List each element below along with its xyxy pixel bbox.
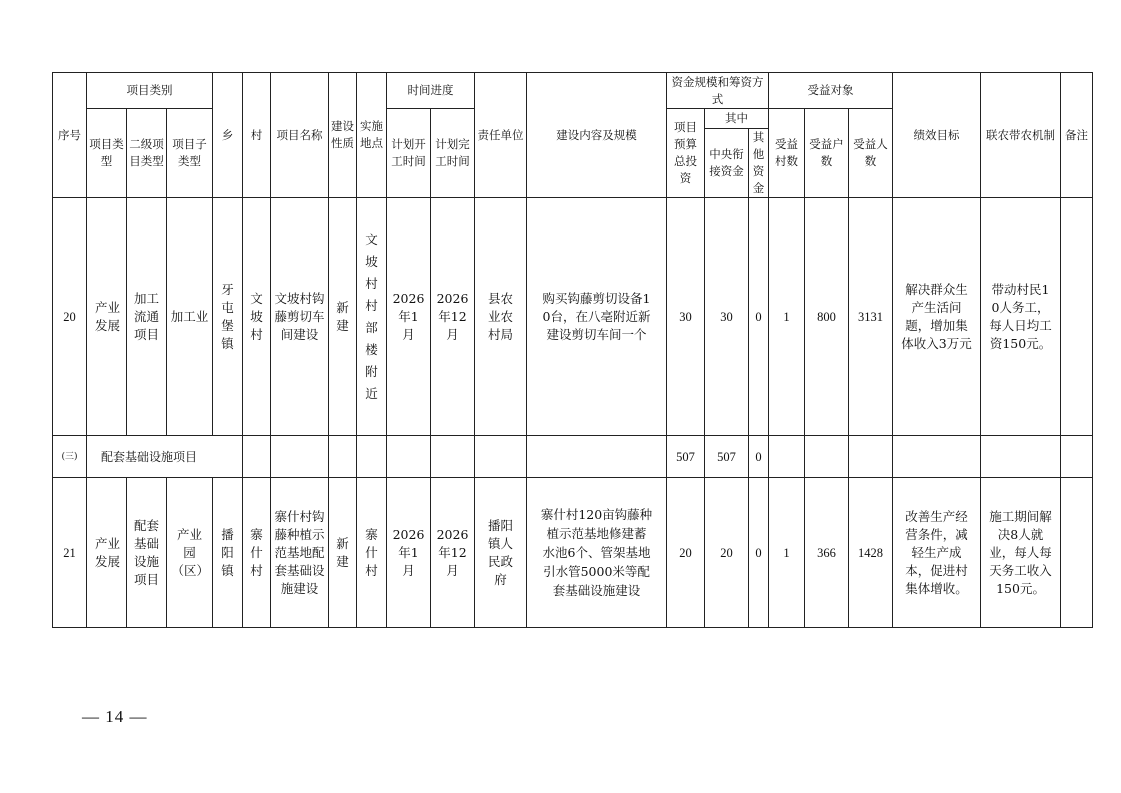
row-performance: 改善生产经营条件，减轻生产成本，促进村集体增收。	[893, 478, 981, 628]
header-ben-households: 受益户数	[805, 109, 849, 198]
row-township: 牙屯堡镇	[213, 198, 243, 436]
row-remarks	[1061, 478, 1093, 628]
row-ben-villages: 1	[769, 478, 805, 628]
row-responsible: 播阳镇人民政府	[475, 478, 527, 628]
row-village: 寨什村	[243, 478, 271, 628]
row-mechanism: 施工期间解决8人就业，每人每天务工收入150元。	[981, 478, 1061, 628]
section-empty-location	[357, 436, 387, 478]
header-level2-type: 二级项目类型	[127, 109, 167, 198]
header-sub-type: 项目子类型	[167, 109, 213, 198]
row-content: 寨什村120亩钩藤种植示范基地修建蓄水池6个、管架基地引水管5000米等配套基础设施建设	[527, 478, 667, 628]
header-responsible: 责任单位	[475, 73, 527, 198]
row-end-time: 2026年12月	[431, 198, 475, 436]
section-budget-total: 507	[667, 436, 705, 478]
row-project-name: 寨什村钩藤种植示范基地配套基础设施建设	[271, 478, 329, 628]
row-nature: 新建	[329, 478, 357, 628]
section-empty-performance	[893, 436, 981, 478]
header-performance: 绩效目标	[893, 73, 981, 198]
section-row	[53, 436, 1093, 478]
row-seq: 20	[53, 198, 87, 436]
header-remarks: 备注	[1061, 73, 1093, 198]
table-row	[53, 198, 1093, 436]
header-seq: 序号	[53, 73, 87, 198]
header-project-name: 项目名称	[271, 73, 329, 198]
row-budget-total: 30	[667, 198, 705, 436]
section-marker: (三)	[53, 436, 87, 478]
header-mechanism: 联农带农机制	[981, 73, 1061, 198]
header-village: 村	[243, 73, 271, 198]
section-empty-ben-people	[849, 436, 893, 478]
section-title: 配套基础设施项目	[87, 436, 243, 478]
row-ben-people: 3131	[849, 198, 893, 436]
header-ben-villages: 受益村数	[769, 109, 805, 198]
row-ben-households: 366	[805, 478, 849, 628]
row-mechanism: 带动村民10人务工，每人日均工资150元。	[981, 198, 1061, 436]
project-table	[52, 72, 1093, 628]
header-location: 实施地点	[357, 73, 387, 198]
row-level2-type: 加工流通项目	[127, 198, 167, 436]
header-of-which: 其中	[705, 109, 769, 129]
header-other-fund: 其他资金	[749, 129, 769, 198]
header-start-time: 计划开工时间	[387, 109, 431, 198]
header-nature: 建设性质	[329, 73, 357, 198]
section-empty-content	[527, 436, 667, 478]
row-performance: 解决群众生产生活问题，增加集体收入3万元	[893, 198, 981, 436]
header-budget-total: 项目预算总投资	[667, 109, 705, 198]
section-empty-end	[431, 436, 475, 478]
page-number: — 14 —	[82, 707, 148, 726]
row-budget-total: 20	[667, 478, 705, 628]
row-end-time: 2026年12月	[431, 478, 475, 628]
row-content: 购买钩藤剪切设备10台，在八亳附近新建设剪切车间一个	[527, 198, 667, 436]
header-project-type: 项目类型	[87, 109, 127, 198]
row-start-time: 2026年1月	[387, 198, 431, 436]
section-empty-responsible	[475, 436, 527, 478]
row-project-type: 产业发展	[87, 198, 127, 436]
row-township: 播阳镇	[213, 478, 243, 628]
row-sub-type: 产业园（区）	[167, 478, 213, 628]
row-start-time: 2026年1月	[387, 478, 431, 628]
row-nature: 新建	[329, 198, 357, 436]
row-village: 文坡村	[243, 198, 271, 436]
section-central-fund: 507	[705, 436, 749, 478]
row-level2-type: 配套基础设施项目	[127, 478, 167, 628]
header-end-time: 计划完工时间	[431, 109, 475, 198]
section-empty-ben-households	[805, 436, 849, 478]
header-central-fund: 中央衔接资金	[705, 129, 749, 198]
row-responsible: 县农业农村局	[475, 198, 527, 436]
section-empty-nature	[329, 436, 357, 478]
header-township: 乡	[213, 73, 243, 198]
header-schedule-group: 时间进度	[387, 73, 475, 109]
row-other-fund: 0	[749, 478, 769, 628]
row-central-fund: 20	[705, 478, 749, 628]
row-project-name: 文坡村钩藤剪切车间建设	[271, 198, 329, 436]
section-empty-start	[387, 436, 431, 478]
header-ben-people: 受益人数	[849, 109, 893, 198]
row-project-type: 产业发展	[87, 478, 127, 628]
section-other-fund: 0	[749, 436, 769, 478]
header-category-group: 项目类别	[87, 73, 213, 109]
row-other-fund: 0	[749, 198, 769, 436]
row-location: 寨什村	[357, 478, 387, 628]
row-location: 文坡村村部楼附近	[357, 198, 387, 436]
section-empty-name	[271, 436, 329, 478]
row-ben-villages: 1	[769, 198, 805, 436]
row-seq: 21	[53, 478, 87, 628]
section-empty-remarks	[1061, 436, 1093, 478]
row-ben-households: 800	[805, 198, 849, 436]
table-row	[53, 478, 1093, 628]
section-empty-village	[243, 436, 271, 478]
section-empty-ben-villages	[769, 436, 805, 478]
row-ben-people: 1428	[849, 478, 893, 628]
row-central-fund: 30	[705, 198, 749, 436]
section-empty-mechanism	[981, 436, 1061, 478]
header-funds-group: 资金规模和筹资方式	[667, 73, 769, 109]
header-content: 建设内容及规模	[527, 73, 667, 198]
row-remarks	[1061, 198, 1093, 436]
header-row-1	[53, 73, 1093, 109]
header-beneficiary-group: 受益对象	[769, 73, 893, 109]
row-sub-type: 加工业	[167, 198, 213, 436]
